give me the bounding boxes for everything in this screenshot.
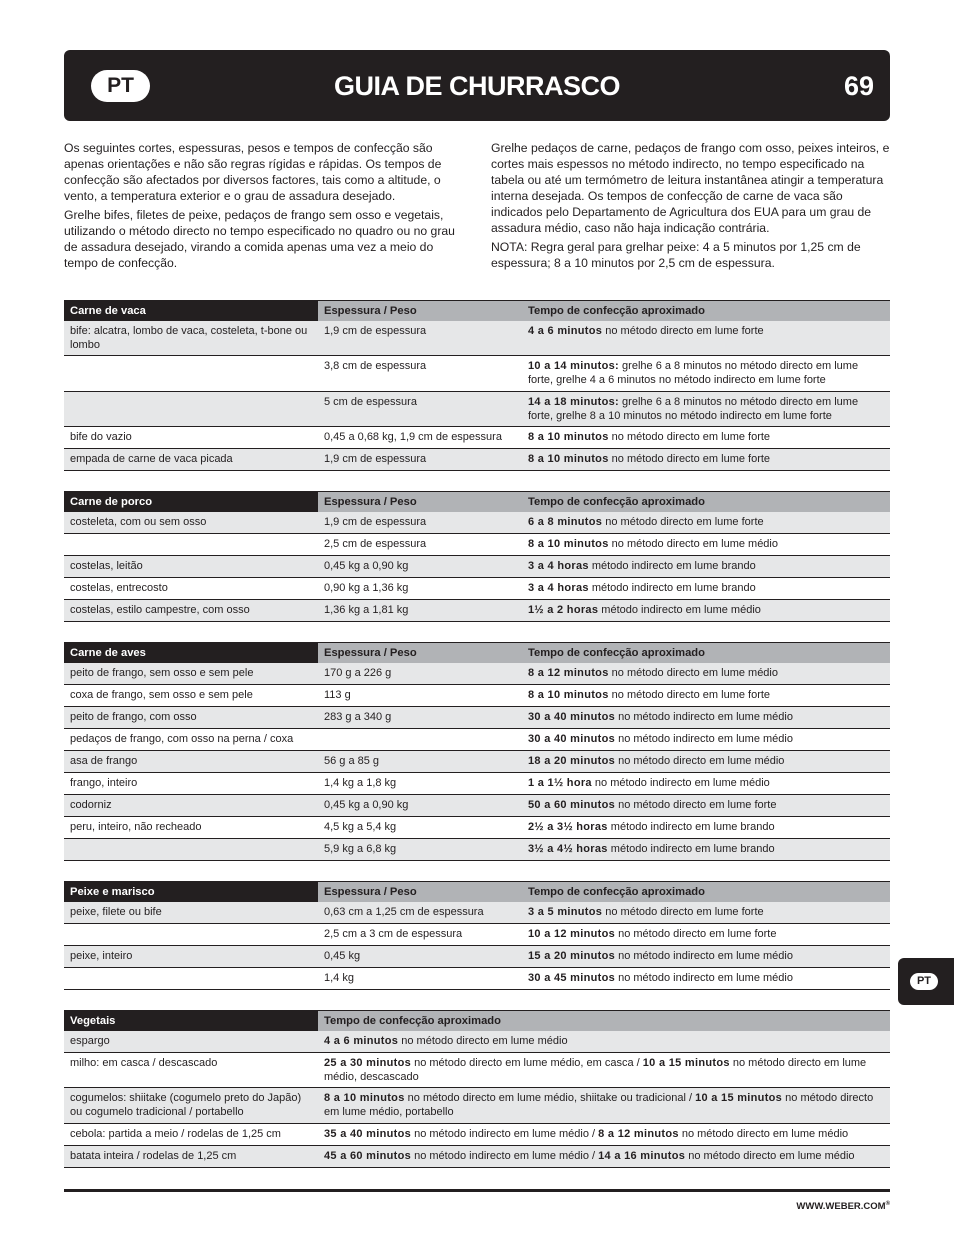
table-row [64,321,890,356]
header-category: Carne de aves [64,643,318,663]
cell-item [64,968,318,989]
cell-item: empada de carne de vaca picada [70,453,233,465]
page-header [64,50,890,121]
intro-paragraph: NOTA: Regra geral para grelhar peixe: 4 a 5 minutos por 1,25 cm de espessura; 8 a 10 minutos por 2,5 cm de espessura. [491,240,861,270]
cell-size: 5 cm de espessura [324,396,417,408]
cell-time: 3½ a 4½ horas método indirecto em lume brando [528,843,775,855]
cell-item: costelas, entrecosto [70,582,168,594]
header-time: Tempo de confecção aproximado [528,496,705,508]
table-header [64,300,890,321]
cell-time: 30 a 40 minutos no método indirecto em lume médio [528,733,793,745]
cell-size: 56 g a 85 g [324,755,380,767]
cell-size: 0,45 kg a 0,90 kg [324,560,409,572]
cell-size: 283 g a 340 g [324,711,392,723]
cell-time: 3 a 4 horas método indirecto em lume brando [528,582,756,594]
vegetables-table [64,1010,890,1168]
table-row [64,449,890,471]
table-row [64,600,890,622]
cell-size: 1,4 kg [324,972,354,984]
cell-size: 0,63 cm a 1,25 cm de espessura [324,906,484,918]
footer-registered-mark: ® [885,1201,890,1207]
cell-time: 8 a 10 minutos no método directo em lume forte [528,453,771,465]
table-row [64,707,890,729]
table-row [64,663,890,685]
table-row [64,685,890,707]
cell-time: 4 a 6 minutos no método directo em lume médio [324,1035,568,1047]
cell-time: 10 a 14 minutos: grelhe 6 a 8 minutos no método directo em lume forte, grelhe 4 a 6 minutos no método indirecto em lume forte [528,360,859,386]
table-row [64,968,890,990]
cell-item: espargo [70,1035,110,1047]
beef-table [64,300,890,471]
cell-size: 113 g [324,689,351,701]
cell-time: 8 a 10 minutos no método directo em lume médio [528,538,778,550]
cell-item: peixe, inteiro [70,950,133,962]
cell-size: 170 g a 226 g [324,667,392,679]
table-row [64,729,890,751]
cell-item: pedaços de frango, com osso na perna / coxa [70,733,294,745]
cell-time: 3 a 5 minutos no método directo em lume forte [528,906,764,918]
cell-item: asa de frango [70,755,138,767]
cell-time: 25 a 30 minutos no método directo em lume médio, em casca / 10 a 15 minutos no método directo em lume médio, descascado [324,1057,867,1083]
cell-time: 1½ a 2 horas método indirecto em lume médio [528,604,761,616]
table-row [64,773,890,795]
table-row [64,839,890,861]
header-category: Vegetais [64,1011,318,1031]
cell-time: 15 a 20 minutos no método indirecto em lume médio [528,950,793,962]
cell-size: 1,4 kg a 1,8 kg [324,777,397,789]
cell-item: bife do vazio [70,431,132,443]
cell-item [64,356,318,391]
intro-left [64,140,464,274]
table-row [64,1124,890,1146]
cell-item: frango, inteiro [70,777,138,789]
cell-size: 0,90 kg a 1,36 kg [324,582,409,594]
cell-item: cogumelos: shiitake (cogumelo preto do Japão) ou cogumelo tradicional / portabello [70,1092,302,1118]
cell-time: 8 a 10 minutos no método directo em lume médio, shiitake ou tradicional / 10 a 15 minutos no método directo em lume médio, portabello [324,1092,874,1118]
header-category: Peixe e marisco [64,882,318,902]
cell-time: 8 a 12 minutos no método directo em lume médio [528,667,778,679]
cell-item [64,392,318,426]
cell-time: 45 a 60 minutos no método indirecto em lume médio / 14 a 16 minutos no método directo em lume médio [324,1150,855,1162]
table-row [64,534,890,556]
page-title: GUIA DE CHURRASCO [333,71,620,101]
cell-time: 14 a 18 minutos: grelhe 6 a 8 minutos no método directo em lume forte, grelhe 8 a 10 minutos no método indirecto em lume forte [528,396,859,422]
cell-item: peito de frango, sem osso e sem pele [70,667,254,679]
cell-item [64,839,318,860]
cell-size: 0,45 a 0,68 kg, 1,9 cm de espessura [324,431,502,443]
table-row [64,924,890,946]
table-row [64,427,890,449]
cell-item: coxa de frango, sem osso e sem pele [70,689,253,701]
cell-item: milho: em casca / descascado [70,1057,218,1069]
cell-size: 1,36 kg a 1,81 kg [324,604,409,616]
header-time: Tempo de confecção aproximado [324,1015,501,1027]
cell-item: peixe, filete ou bife [70,906,162,918]
cell-size: 4,5 kg a 5,4 kg [324,821,397,833]
cell-item: costelas, leitão [70,560,143,572]
header-size: Espessura / Peso [324,647,417,659]
cell-item: codorniz [70,799,112,811]
intro-paragraph: Grelhe bifes, filetes de peixe, pedaços de frango sem osso e vegetais, utilizando o método directo no tempo especificado no quadro ou no grau de assadura desejado, virando a comida apenas uma vez a meio do tempo de confecção. [64,208,455,270]
footer-divider [64,1189,890,1192]
table-row [64,1088,890,1124]
footer-url [796,1201,890,1212]
table-row [64,1146,890,1168]
cell-size: 1,9 cm de espessura [324,325,427,337]
table-row [64,1031,890,1053]
cell-size: 3,8 cm de espessura [324,360,427,372]
header-size: Espessura / Peso [324,886,417,898]
table-row [64,817,890,839]
fish-table [64,881,890,990]
cell-size: 5,9 kg a 6,8 kg [324,843,397,855]
cell-item [64,924,318,945]
cell-size: 1,9 cm de espessura [324,453,427,465]
pork-table [64,491,890,622]
cell-time: 3 a 4 horas método indirecto em lume brando [528,560,756,572]
table-row [64,512,890,534]
table-row [64,902,890,924]
cell-size: 1,9 cm de espessura [324,516,427,528]
cell-time: 2½ a 3½ horas método indirecto em lume brando [528,821,775,833]
cell-item [64,534,318,555]
cell-item: peru, inteiro, não recheado [70,821,202,833]
language-badge: PT [91,70,150,102]
cell-item: peito de frango, com osso [70,711,197,723]
table-header [64,642,890,663]
table-header [64,881,890,902]
cell-time: 6 a 8 minutos no método directo em lume forte [528,516,764,528]
cell-time: 18 a 20 minutos no método directo em lume médio [528,755,785,767]
cell-time: 8 a 10 minutos no método directo em lume forte [528,689,771,701]
cell-time: 35 a 40 minutos no método indirecto em lume médio / 8 a 12 minutos no método directo em lume médio [324,1128,849,1140]
header-time: Tempo de confecção aproximado [528,305,705,317]
cell-size: 0,45 kg a 0,90 kg [324,799,409,811]
cell-item: bife: alcatra, lombo de vaca, costeleta, t-bone ou lombo [70,325,308,351]
side-tab-label: PT [910,973,938,990]
header-time: Tempo de confecção aproximado [528,647,705,659]
table-row [64,795,890,817]
cell-item: costeleta, com ou sem osso [70,516,207,528]
cell-time: 10 a 12 minutos no método directo em lume forte [528,928,777,940]
cell-size: 2,5 cm a 3 cm de espessura [324,928,463,940]
cell-item: batata inteira / rodelas de 1,25 cm [70,1150,237,1162]
cell-item: costelas, estilo campestre, com osso [70,604,250,616]
cell-size: 2,5 cm de espessura [324,538,427,550]
header-size: Espessura / Peso [324,496,417,508]
intro-right [491,140,891,274]
header-size: Espessura / Peso [324,305,417,317]
footer-url-text: WWW.WEBER.COM [796,1201,886,1213]
cell-size: 0,45 kg [324,950,361,962]
cell-time: 4 a 6 minutos no método directo em lume forte [528,325,764,337]
table-header [64,491,890,512]
header-category: Carne de vaca [64,301,318,321]
cell-size [318,729,522,750]
language-side-tab [898,958,954,1005]
table-header [64,1010,890,1031]
page-number: 69 [843,71,874,101]
poultry-table [64,642,890,861]
table-row [64,946,890,968]
cell-time: 8 a 10 minutos no método directo em lume forte [528,431,771,443]
cell-item: cebola: partida a meio / rodelas de 1,25 cm [70,1128,281,1140]
intro-paragraph: Os seguintes cortes, espessuras, pesos e tempos de confecção são apenas orientações e não são regras rígidas e rápidas. Os tempos de confecção são afectados por diversos factores, tais como a altitude, o vento, a temperatura exterior e o grau de assadura desejado. [64,141,442,203]
cell-time: 30 a 45 minutos no método indirecto em lume médio [528,972,793,984]
table-row [64,556,890,578]
table-row [64,356,890,392]
cell-time: 30 a 40 minutos no método indirecto em lume médio [528,711,793,723]
table-row [64,392,890,427]
header-time: Tempo de confecção aproximado [528,886,705,898]
table-row [64,578,890,600]
table-row [64,1053,890,1088]
cell-time: 50 a 60 minutos no método directo em lume forte [528,799,777,811]
cell-time: 1 a 1½ hora no método indirecto em lume médio [528,777,770,789]
header-category: Carne de porco [64,492,318,512]
intro-paragraph: Grelhe pedaços de carne, pedaços de frango com osso, peixes inteiros, e cortes mais espessos no método indirecto, no tempo especificado na tabela ou até um termómetro de leitura instantânea atingir a temperatura interna desejada. Os tempos de confecção de carne de vaca são indicados pelo Departamento de Agricultura dos EUA para um grau de assadura médio, caso não haja indicação contrária. [491,141,890,235]
table-row [64,751,890,773]
